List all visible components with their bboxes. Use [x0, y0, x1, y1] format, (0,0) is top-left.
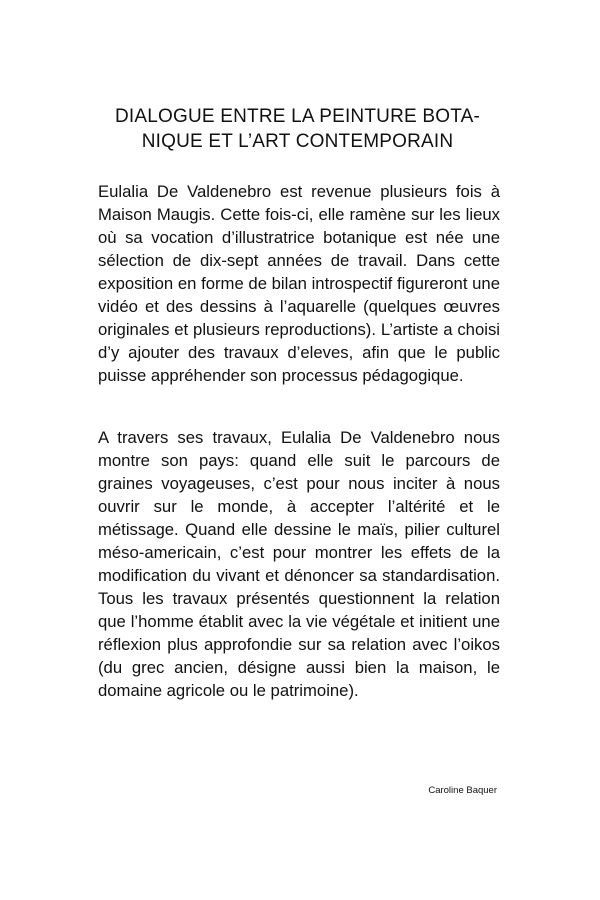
paragraph-works: A travers ses travaux, Eulalia De Valdenebro nous montre son pays: quand elle suit le parcours de graines voyageuses, c’est pour nous inciter à nous ouvrir sur le monde, à accepter l’altérité et le métissage. Quand elle dessine le maïs, pilier culturel méso-americain, c’est pour montrer les effets de la modification du vivant et dénoncer sa standardisation. Tous les travaux présentés questionnent la relation que l’homme établit avec la vie végétale et initient une réflexion plus approfondie sur sa relation avec l’oikos (du grec ancien, désigne aussi bien la maison, le domaine agricole ou le patrimoine). — [98, 428, 500, 700]
title-line-2: NIQUE ET L’ART CONTEMPORAIN — [141, 131, 454, 152]
title-line-1: DIALOGUE ENTRE LA PEINTURE BOTA- — [114, 106, 480, 127]
page-title — [95, 104, 500, 154]
author-signature: Caroline Baquer — [428, 785, 497, 796]
paragraph-intro: Eulalia De Valdenebro est revenue plusieurs fois à Maison Maugis. Cette fois-ci, elle ramène sur les lieux où sa vocation d’illustratrice botanique est née une sélection de dix-sept années de travail. Dans cette exposition en forme de bilan introspectif figureront une vidéo et des dessins à l’aquarelle (quelques œuvres originales et plusieurs reproductions). L’artiste a choisi d’y ajouter des travaux d’eleves, afin que le public puisse appréhender son processus pédagogique. — [98, 182, 500, 385]
